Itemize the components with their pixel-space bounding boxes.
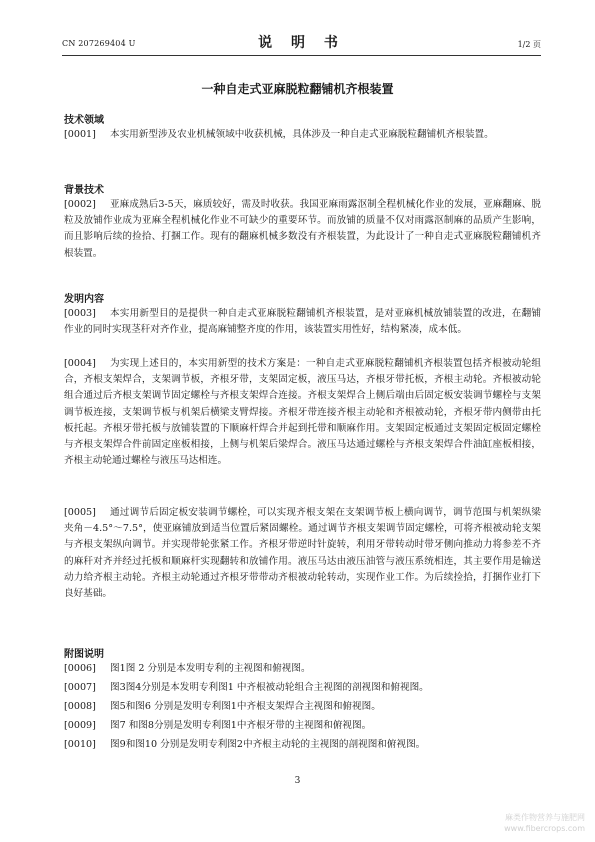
patent-number: CN 207269404 U [62,39,136,48]
paragraph-text: 亚麻成熟后3-5天，麻质较好，需及时收获。我国亚麻雨露沤制全程机械化作业的发展，亚麻翻麻、脱粒及放铺作业成为亚麻全程机械化作业不可缺少的重要环节。而放铺的质量不仅对雨露沤制麻的品质产生影响，而且影响后续的捡拾、打捆工作。现有的翻麻机械多数没有齐根装置，为此设计了一种自走式亚麻脱粒翻铺机齐根装置。 [64,199,541,259]
paragraph-text: 通过调节后固定板安装调节螺栓，可以实现齐根支架在支架调节板上横向调节，调节范围与机架纵梁夹角－4.5°～7.5°，使亚麻铺放到适当位置后紧固螺栓。通过调节齐根支架调节固定螺栓，可将齐根被动轮支架与齐根支架纵向调节。并实现带轮张紧工作。齐根牙带逆时针旋转，利用牙带转动时带牙侧向推动力将参差不齐的麻秆对齐并经过托板和顺麻杆实现翻转和放铺作用。液压马达由液压油管与液压系统相连，其主要作用是输送动力给齐根主动轮。齐根主动轮通过齐根牙带带动齐根被动轮转动，实现作业工作。为后续捡拾，打捆作业打下良好基础。 [64,507,541,600]
paragraph-0001 [64,127,541,143]
paragraph-number: [0009] [64,720,96,731]
paragraph-text: 图1图 2 分别是本发明专利的主视图和俯视图。 [110,663,311,674]
paragraph-text: 本实用新型目的是提供一种自走式亚麻脱粒翻铺机齐根装置，是对亚麻机械放铺装置的改进，在翻铺作业的同时实现茎秆对齐作业，提高麻铺整齐度的作用，该装置实用性好，结构紧凑，成本低。 [64,308,541,336]
paragraph-number: [0001] [64,129,96,140]
section-heading-tech-field: 技术领域 [64,115,104,126]
document-title: 一种自走式亚麻脱粒翻铺机齐根装置 [201,82,394,96]
paragraph-number: [0010] [64,739,96,750]
watermark-line: 麻类作物营养与施肥网 [505,813,585,822]
document-type: 说 明 书 [258,35,345,51]
watermark-line: www.fibercrops.com [504,824,585,833]
paragraph-0002 [64,197,541,262]
paragraph-text: 图3图4分别是本发明专利图1 中齐根被动轮组合主视图的剖视图和俯视图。 [110,682,429,693]
section-heading-background: 背景技术 [64,185,104,196]
paragraph-text: 本实用新型涉及农业机械领域中收获机械，具体涉及一种自走式亚麻脱粒翻铺机齐根装置。 [110,129,494,140]
page-header [62,30,541,56]
paragraph-0003 [64,306,541,338]
paragraph-text: 为实现上述目的，本实用新型的技术方案是：一种自走式亚麻脱粒翻铺机齐根装置包括齐根被动轮组合，齐根支架焊合，支架调节板，齐根牙带，支架固定板，液压马达，齐根牙带托板，齐根主动轮。齐根被动轮组合通过后齐根支架调节固定螺栓与齐根支架焊合连接。齐根支架焊合上侧后端由后固定板安装调节螺栓与支架调节板连接，支架调节板与机架后横梁支臂焊接。齐根牙带连接齐根主动轮和齐根被动轮，齐根牙带内侧带由托板托起。齐根牙带托板与放铺装置的下顺麻杆焊合并起到托带和顺麻作用。支架固定板通过支架固定板固定螺栓与齐根支架焊合件前固定座板相接，上侧与机架后梁焊合。液压马达通过螺栓与齐根支架焊合件油缸座板相接，齐根主动轮通过螺栓与液压马达相连。 [64,358,541,467]
paragraph-number: [0004] [64,358,96,369]
section-heading-invention: 发明内容 [64,294,104,305]
paragraph-number: [0005] [64,507,96,518]
watermark [504,812,585,834]
page-indicator: 1/2 页 [517,40,541,49]
paragraph-0005 [64,505,541,602]
paragraph-number: [0002] [64,199,96,210]
paragraph-number: [0008] [64,701,96,712]
page-number: 3 [294,776,301,786]
paragraph-0004 [64,356,541,469]
paragraph-number: [0003] [64,308,96,319]
paragraph-number: [0006] [64,663,96,674]
paragraph-text: 图7 和图8分别是发明专利图1中齐根牙带的主视图和俯视图。 [110,720,372,731]
paragraph-text: 图9和图10 分别是发明专利图2中齐根主动轮的主视图的剖视图和俯视图。 [110,739,426,750]
paragraph-number: [0007] [64,682,96,693]
section-heading-figures: 附图说明 [64,649,104,660]
paragraph-text: 图5和图6 分别是发明专利图1中齐根支架焊合主视图和俯视图。 [110,701,381,712]
